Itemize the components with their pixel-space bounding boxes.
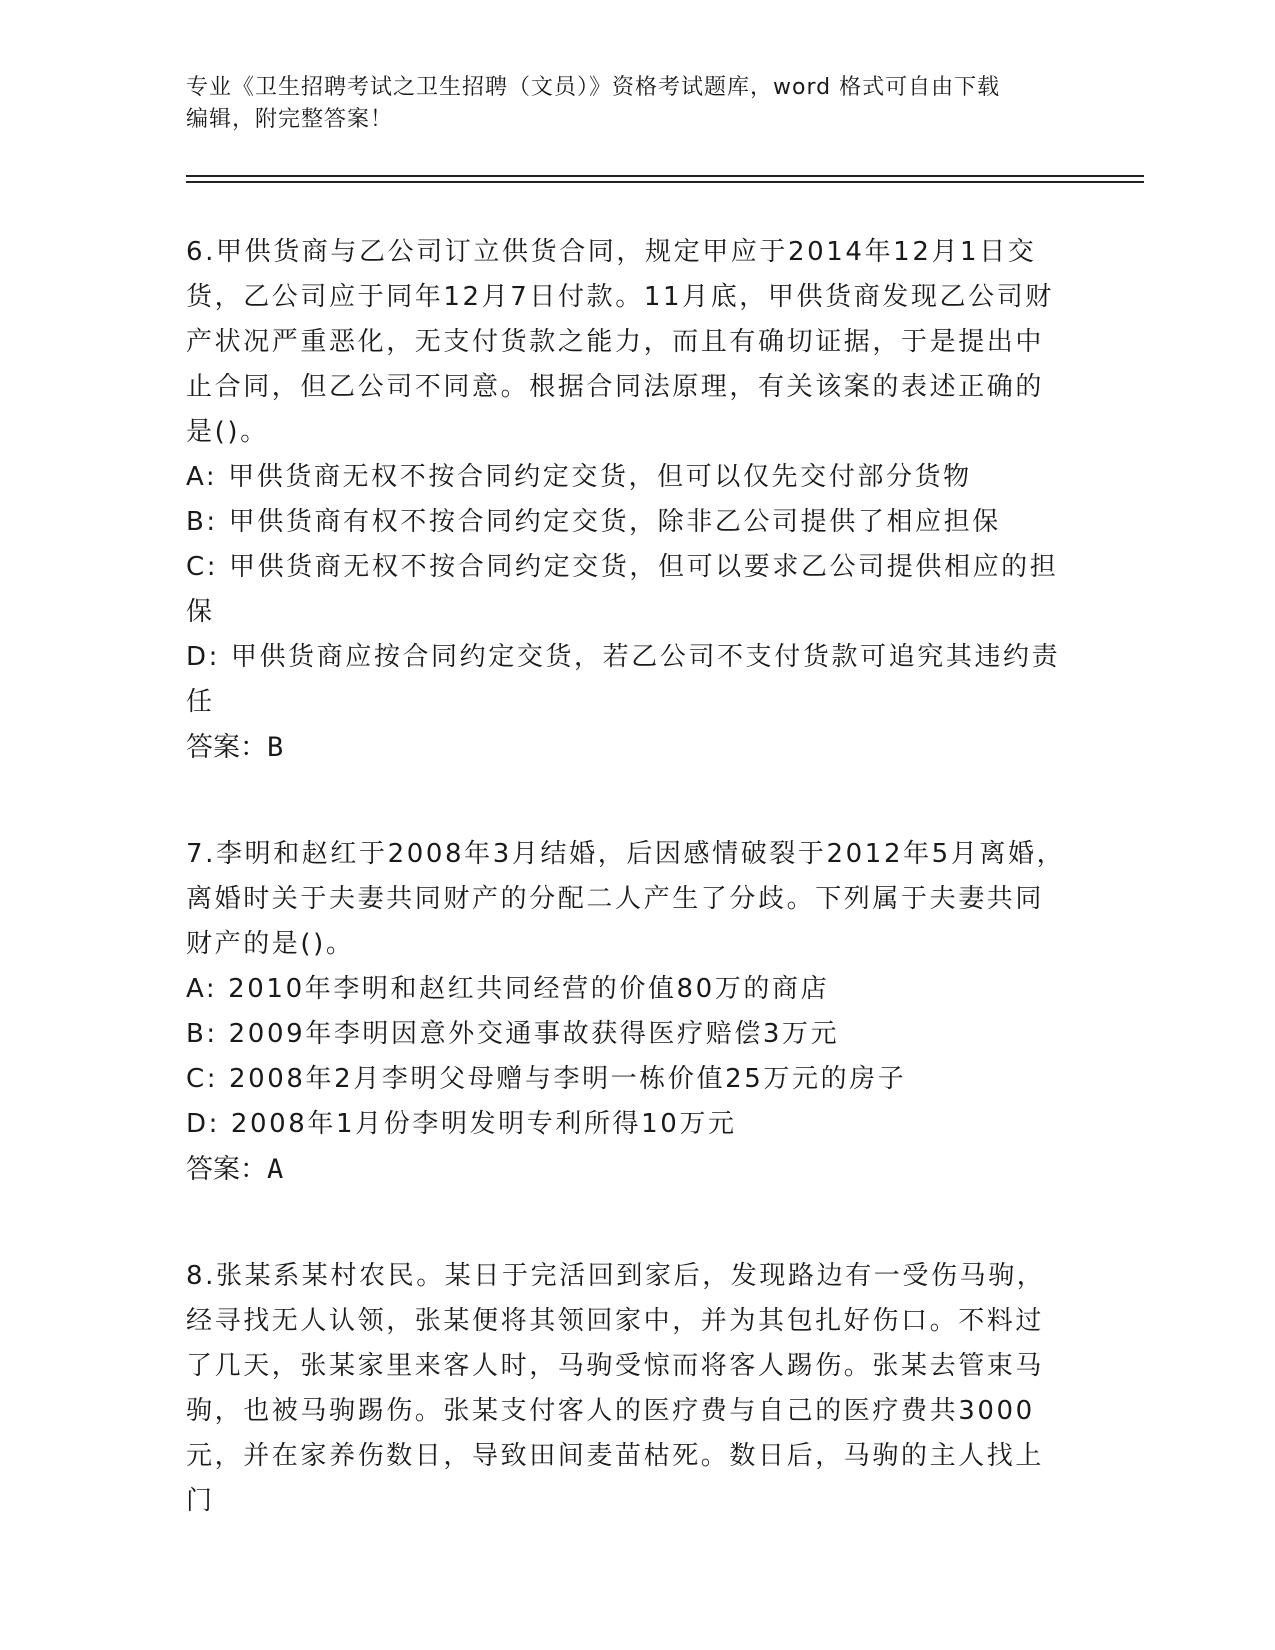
question-7 xyxy=(186,832,1066,1192)
option-a: A: 甲供货商无权不按合同约定交货，但可以仅先交付部分货物 xyxy=(186,462,972,492)
option-d: D: 2008年1月份李明发明专利所得10万元 xyxy=(186,1109,737,1139)
question-text: 8.张某系某村农民。某日于完活回到家后，发现路边有一受伤马驹，经寻找无人认领，张某便将其领回家中，并为其包扎好伤口。不料过了几天，张某家里来客人时，马驹受惊而将客人踢伤。张某去管束马驹，也被马驹踢伤。张某支付客人的医疗费与自己的医疗费共3000元，并在家养伤数日，导致田间麦苗枯死。数日后，马驹的主人找上门 xyxy=(186,1261,1046,1516)
option-c: C: 2008年2月李明父母赠与李明一栋价值25万元的房子 xyxy=(186,1064,907,1094)
question-text: 7.李明和赵红于2008年3月结婚，后因感情破裂于2012年5月离婚，离婚时关于夫妻共同财产的分配二人产生了分歧。下列属于夫妻共同财产的是()。 xyxy=(186,839,1066,959)
option-d: D: 甲供货商应按合同约定交货，若乙公司不支付货款可追究其违约责任 xyxy=(186,642,1061,717)
answer-line xyxy=(186,725,1066,770)
header-line-1: 专业《卫生招聘考试之卫生招聘（文员）》资格考试题库，word 格式可自由下载 xyxy=(186,75,1001,100)
option-b: B: 2009年李明因意外交通事故获得医疗赔偿3万元 xyxy=(186,1019,840,1049)
answer-line xyxy=(186,1147,1066,1192)
option-c: C: 甲供货商无权不按合同约定交货，但可以要求乙公司提供相应的担保 xyxy=(186,552,1059,627)
question-text: 6.甲供货商与乙公司订立供货合同，规定甲应于2014年12月1日交货，乙公司应于同年12月7日付款。11月底，甲供货商发现乙公司财产状况严重恶化，无支付货款之能力，而且有确切证据，于是提出中止合同，但乙公司不同意。根据合同法原理，有关该案的表述正确的是()。 xyxy=(186,237,1054,447)
answer-label: 答案： xyxy=(186,1154,267,1185)
question-list xyxy=(186,230,1066,1586)
answer-label: 答案： xyxy=(186,732,267,763)
question-6 xyxy=(186,230,1066,770)
document-header xyxy=(186,72,1066,136)
header-divider-bottom xyxy=(186,181,1144,183)
option-b: B: 甲供货商有权不按合同约定交货，除非乙公司提供了相应担保 xyxy=(186,507,1001,537)
question-8 xyxy=(186,1254,1066,1524)
answer-value: B xyxy=(267,732,284,763)
answer-value: A xyxy=(267,1154,284,1185)
option-a: A: 2010年李明和赵红共同经营的价值80万的商店 xyxy=(186,974,830,1004)
header-line-2: 编辑，附完整答案！ xyxy=(186,107,394,132)
header-divider-top xyxy=(186,175,1144,177)
